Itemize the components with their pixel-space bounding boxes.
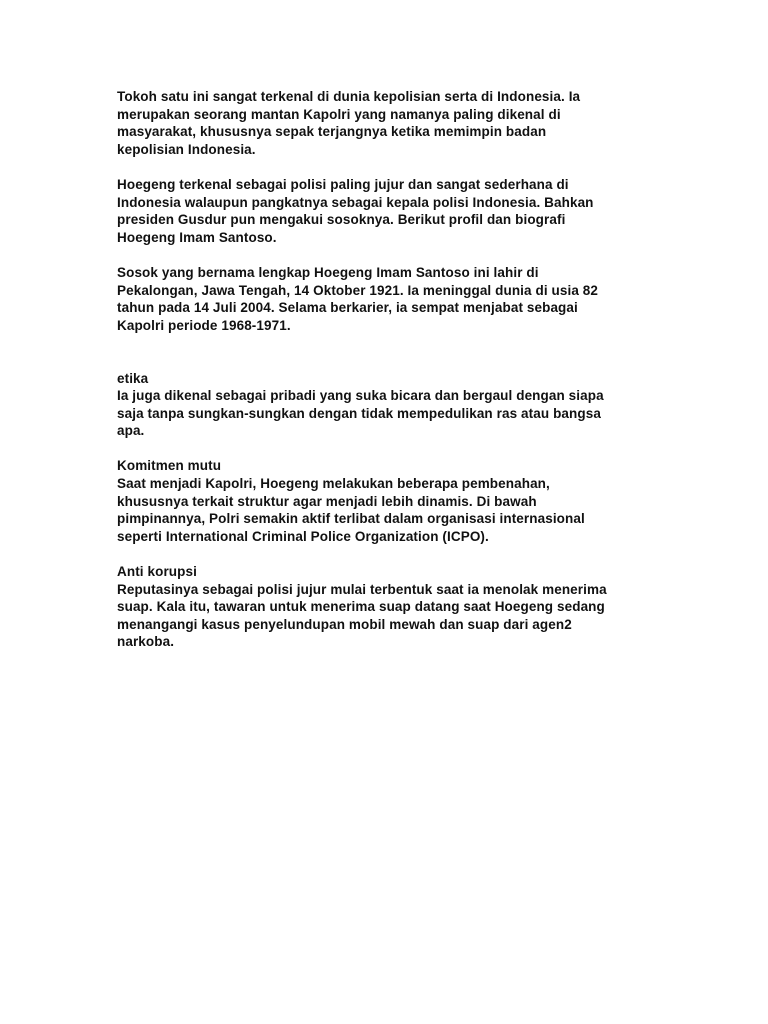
intro-paragraph [117, 88, 657, 158]
section-heading: Komitmen mutu [117, 458, 222, 474]
section-etika [117, 370, 657, 440]
text-line: Pekalongan, Jawa Tengah, 14 Oktober 1921. Ia meninggal dunia di usia 82 [117, 282, 599, 298]
text-line: Hoegeng Imam Santoso. [117, 229, 277, 245]
text-line: Saat menjadi Kapolri, Hoegeng melakukan beberapa pembenahan, [117, 476, 550, 492]
text-line: Reputasinya sebagai polisi jujur mulai terbentuk saat ia menolak menerima [117, 581, 607, 597]
text-line: Indonesia walaupun pangkatnya sebagai kepala polisi Indonesia. Bahkan [117, 194, 594, 210]
text-line: kepolisian Indonesia. [117, 141, 256, 157]
paragraph-biography [117, 264, 657, 334]
section-heading: etika [117, 370, 149, 386]
text-line: presiden Gusdur pun mengakui sosoknya. Berikut profil dan biografi [117, 212, 566, 228]
text-line: Sosok yang bernama lengkap Hoegeng Imam Santoso ini lahir di [117, 264, 539, 280]
text-line: merupakan seorang mantan Kapolri yang namanya paling dikenal di [117, 106, 561, 122]
text-line: masyarakat, khususnya sepak terjangnya ketika memimpin badan [117, 124, 547, 140]
text-line: Tokoh satu ini sangat terkenal di dunia kepolisian serta di Indonesia. Ia [117, 89, 581, 104]
section-heading: Anti korupsi [117, 564, 197, 580]
text-line: pimpinannya, Polri semakin aktif terlibat dalam organisasi internasional [117, 511, 585, 527]
text-line: apa. [117, 423, 145, 439]
section-anti-korupsi [117, 563, 657, 651]
text-line: menangangi kasus penyelundupan mobil mewah dan suap dari agen2 [117, 616, 572, 632]
text-line: tahun pada 14 Juli 2004. Selama berkarier, ia sempat menjabat sebagai [117, 300, 578, 316]
text-line: Kapolri periode 1968-1971. [117, 317, 291, 333]
document-body [117, 88, 657, 669]
text-line: saja tanpa sungkan-sungkan dengan tidak mempedulikan ras atau bangsa [117, 405, 601, 421]
text-line: narkoba. [117, 634, 175, 650]
text-line: Ia juga dikenal sebagai pribadi yang suka bicara dan bergaul dengan siapa [117, 388, 604, 404]
section-komitmen-mutu [117, 457, 657, 545]
text-line: seperti International Criminal Police Organization (ICPO). [117, 528, 489, 544]
text-line: Hoegeng terkenal sebagai polisi paling jujur dan sangat sederhana di [117, 176, 569, 192]
paragraph-hoegeng-reputation [117, 176, 657, 246]
text-line: suap. Kala itu, tawaran untuk menerima suap datang saat Hoegeng sedang [117, 599, 605, 615]
blank-line [117, 352, 657, 370]
text-line: khususnya terkait struktur agar menjadi lebih dinamis. Di bawah [117, 493, 537, 509]
